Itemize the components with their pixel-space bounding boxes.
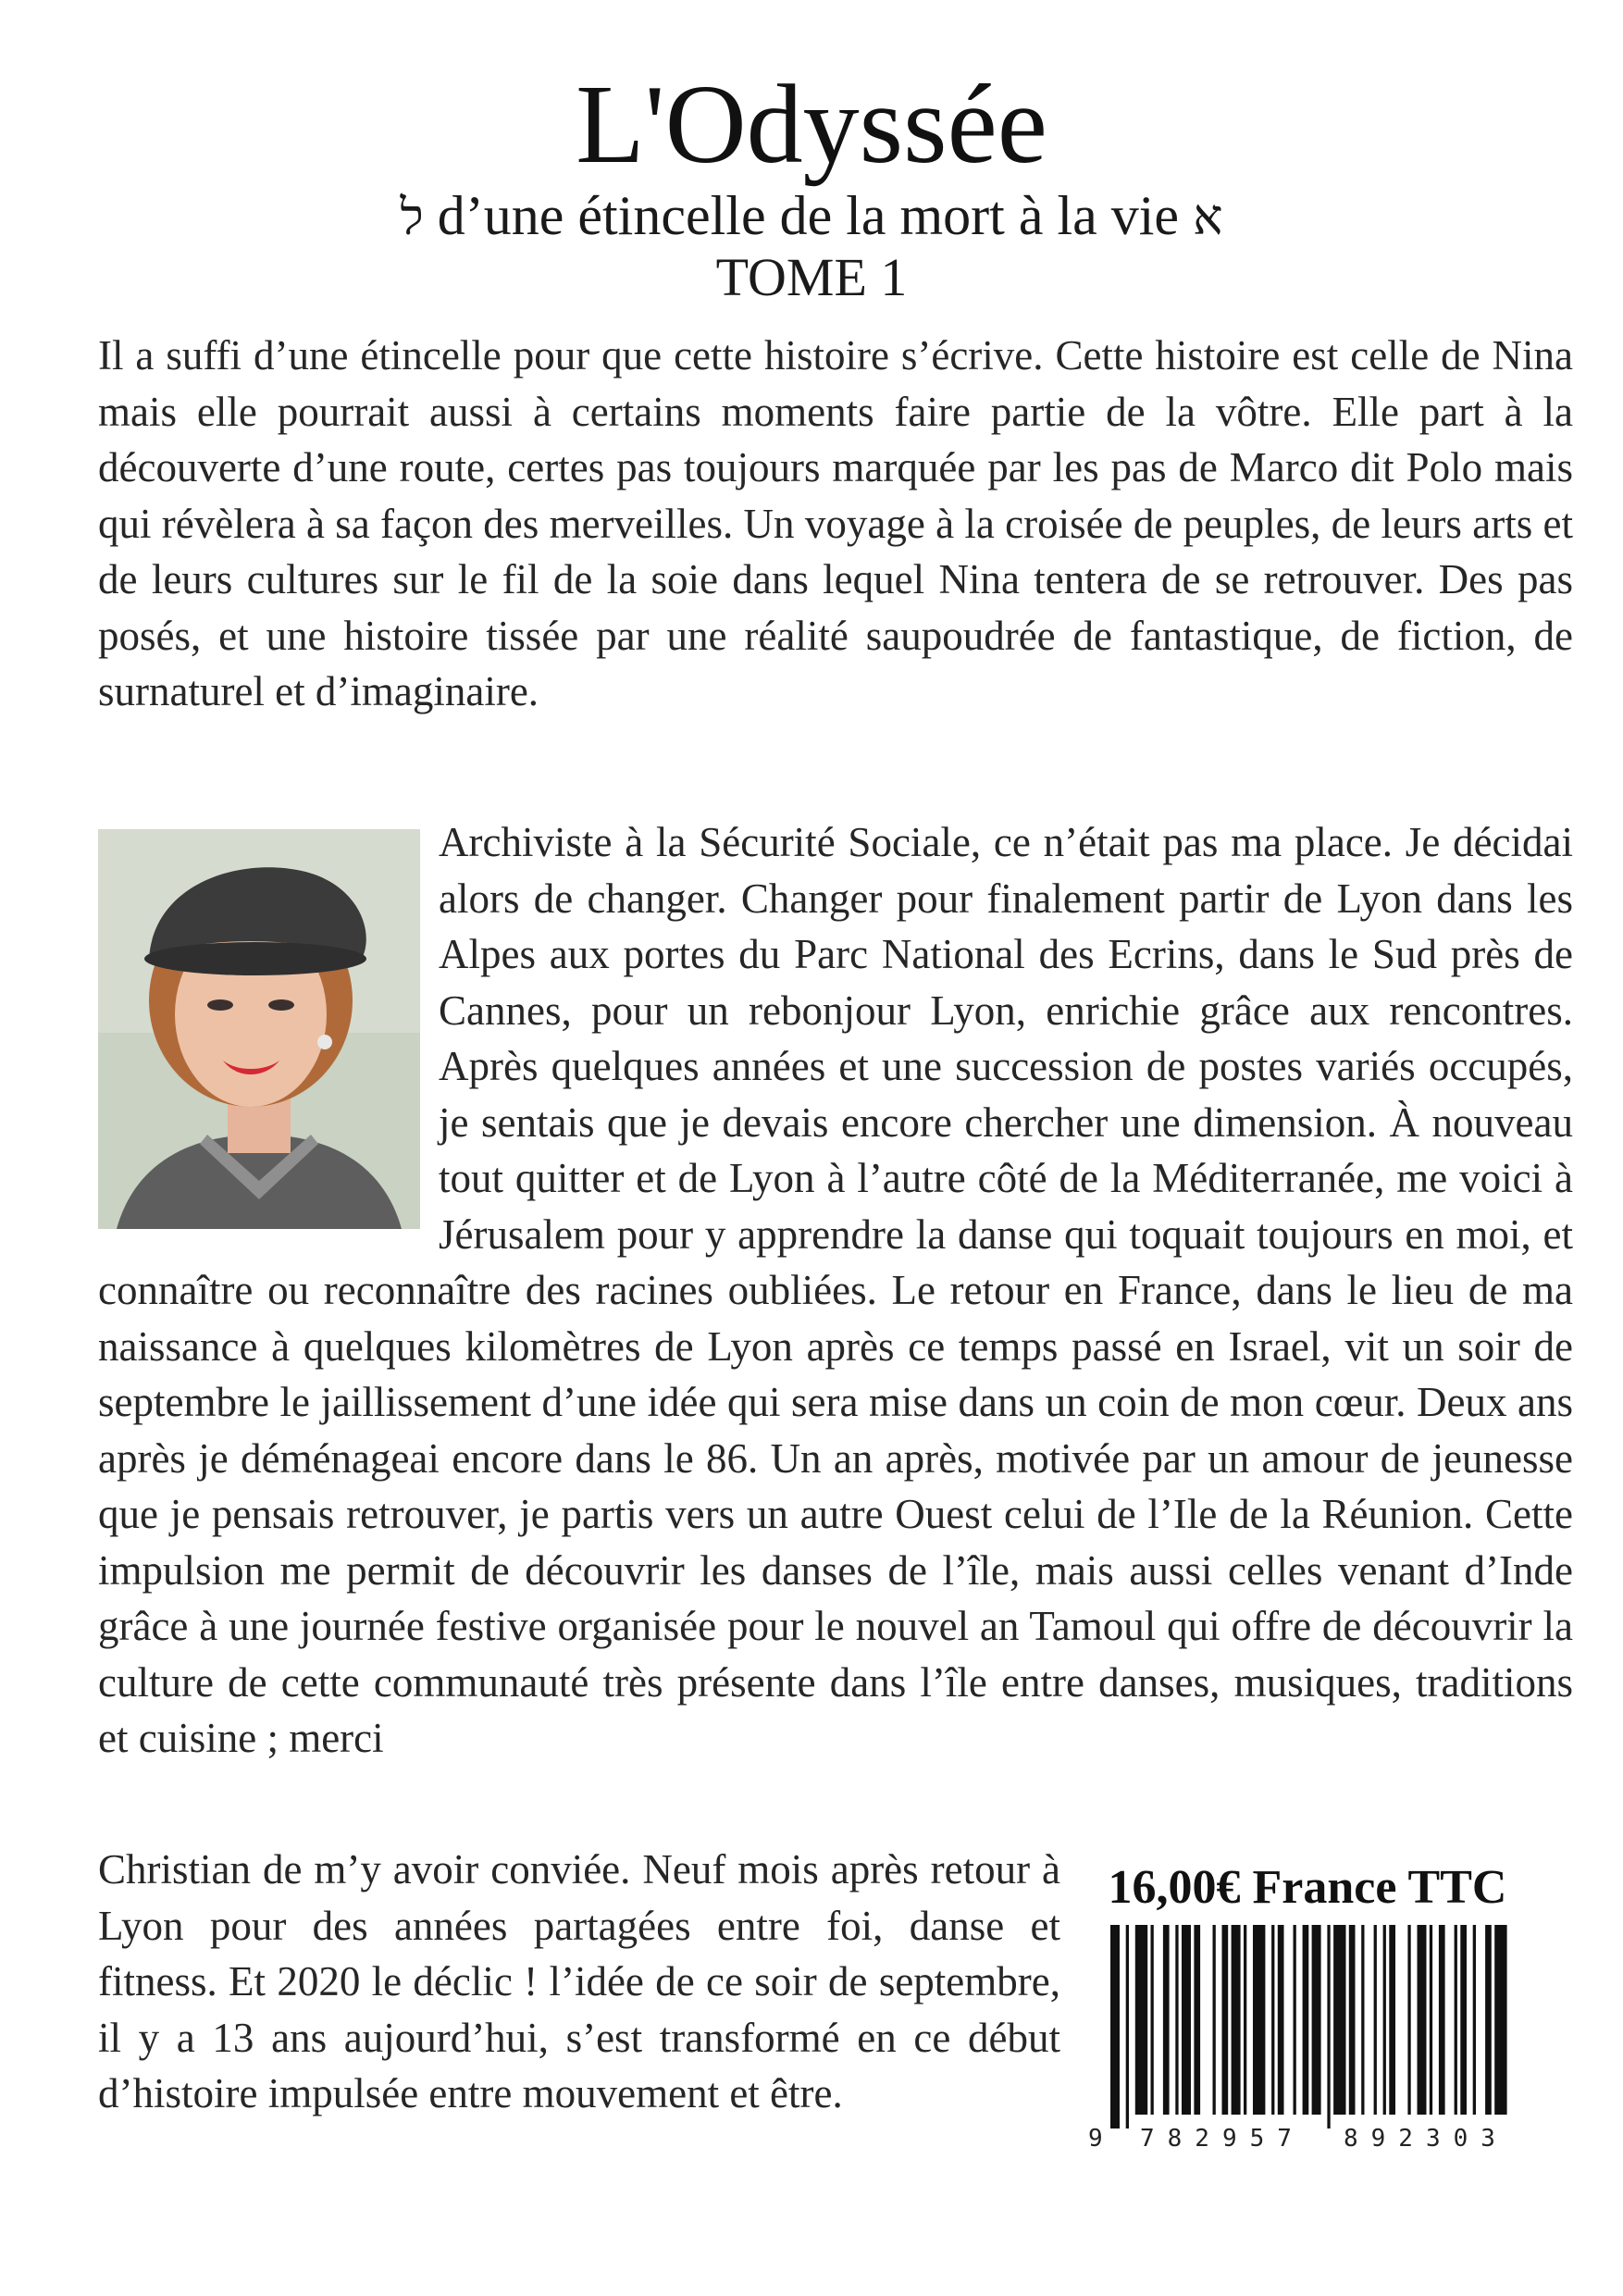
barcode-bar (1460, 1925, 1467, 2115)
barcode-bar (1110, 1925, 1120, 2128)
hebrew-lamed-glyph: ל (400, 188, 424, 246)
barcode-bar (1455, 1925, 1457, 2115)
isbn-left-group: 782957 (1140, 2125, 1305, 2153)
barcode-bar (1494, 1925, 1506, 2115)
book-title: L'Odyssée (576, 62, 1047, 187)
barcode-bars (1083, 1925, 1532, 2128)
author-portrait-image (98, 829, 420, 1229)
isbn-right-group: 892303 (1344, 2125, 1508, 2153)
barcode-bar (1485, 1925, 1492, 2115)
barcode-bar (1333, 1925, 1345, 2115)
barcode-bar (1361, 1925, 1364, 2115)
barcode-bar (1175, 1925, 1178, 2115)
barcode-bar (1407, 1925, 1410, 2115)
barcode-bar (1271, 1925, 1274, 2115)
hebrew-aleph-glyph: א (1193, 188, 1223, 246)
isbn-digits (1083, 2125, 1532, 2162)
barcode-bar (1389, 1925, 1395, 2115)
barcode-bar (1418, 1925, 1427, 2115)
author-bio-text: Archiviste à la Sécurité Sociale, ce n’était pas ma place. Je décidai alors de changer. Changer pour finalement partir de Lyon dans les Alpes aux portes du Parc National des Ecrins, dans le Sud près de Cannes, pour un rebonjour Lyon, enrichie grâce aux rencontres. Après quelques années et une succession de postes variés occupés, je sentais que je devais encore chercher une dimension. À nouveau tout quitter et de Lyon à l’autre côté de la Méditerranée, me voici à Jérusalem pour y apprendre la danse qui toquait toujours en moi, et connaître ou reconnaître des racines oubliées. Le retour en France, dans le lieu de ma naissance à quelques kilomètres de Lyon après ce temps passé en Israel, vit un soir de septembre le jaillissement d’une idée qui sera mise dans un coin de mon cœur. Deux ans après je déménageai encore dans le 86. Un an après, motivée par un amour de jeunesse que je pensais retrouver, je partis vers un autre Ouest celui de l’Ile de la Réunion. Cette impulsion me permit de découvrir les danses de l’île, mais aussi celles venant d’Inde grâce à une journée festive organisée pour le nouvel an Tamoul qui offre de découvrir la culture de cette communauté très présente dans l’île entre danses, musiques, traditions et cuisine ; merci (98, 819, 1573, 1761)
synopsis-paragraph: Il a suffi d’une étincelle pour que cette histoire s’écrive. Cette histoire est celle de Nina mais elle pourrait aussi à certains moments faire partie de la vôtre. Elle part à la découverte d’une route, certes pas toujours marquée par les pas de Marco dit Polo mais qui révèlera à sa façon des merveilles. Un voyage à la croisée de peuples, de leurs arts et de leurs cultures sur le fil de la soie dans lequel Nina tentera de se retrouver. Des pas posés, et une histoire tissée par une réalité saupoudrée de fantastique, de fiction, de surnaturel et d’imaginaire. (98, 332, 1573, 714)
subtitle-text: d’une étincelle de la mort à la vie (437, 185, 1180, 246)
barcode-bar (1473, 1925, 1476, 2115)
barcode-bar (1182, 1925, 1191, 2115)
barcode-bar (1213, 1925, 1216, 2115)
author-bio (98, 814, 1573, 1767)
price-label: 16,00€ France TTC (1108, 1861, 1507, 1914)
barcode-bar (1383, 1925, 1386, 2115)
barcode-bar (1126, 1925, 1129, 2128)
barcode-bar (1222, 1925, 1229, 2115)
book-subtitle (0, 183, 1623, 250)
isbn-barcode (1083, 1925, 1532, 2156)
barcode-bar (1327, 1925, 1330, 2128)
barcode-bar (1194, 1925, 1200, 2115)
barcode-bar (1244, 1925, 1246, 2115)
author-photo (98, 829, 420, 1229)
barcode-bar (1232, 1925, 1241, 2115)
barcode-bar (1253, 1925, 1265, 2115)
barcode-bar (1374, 1925, 1377, 2115)
barcode-bar (1349, 1925, 1356, 2115)
barcode-bar (1278, 1925, 1284, 2115)
barcode-bar (1439, 1925, 1445, 2115)
author-bio-continued: Christian de m’y avoir conviée. Neuf mois après retour à Lyon pour des années partagées entre foi, danse et fitness. Et 2020 le déclic ! l’idée de ce soir de septembre, il y a 13 ans aujourd’hui, s’est transformé en ce début d’histoire impulsée entre mouvement et être. (98, 1846, 1060, 2116)
barcode-bar (1312, 1925, 1321, 2115)
barcode-bar (1163, 1925, 1170, 2115)
barcode-bar (1430, 1925, 1432, 2115)
barcode-bar (1294, 1925, 1296, 2115)
barcode-bar (1151, 1925, 1154, 2115)
isbn-first-digit: 9 (1088, 2125, 1103, 2153)
barcode-bar (1135, 1925, 1147, 2115)
volume-label: TOME 1 (715, 247, 908, 307)
barcode-bar (1303, 1925, 1309, 2115)
